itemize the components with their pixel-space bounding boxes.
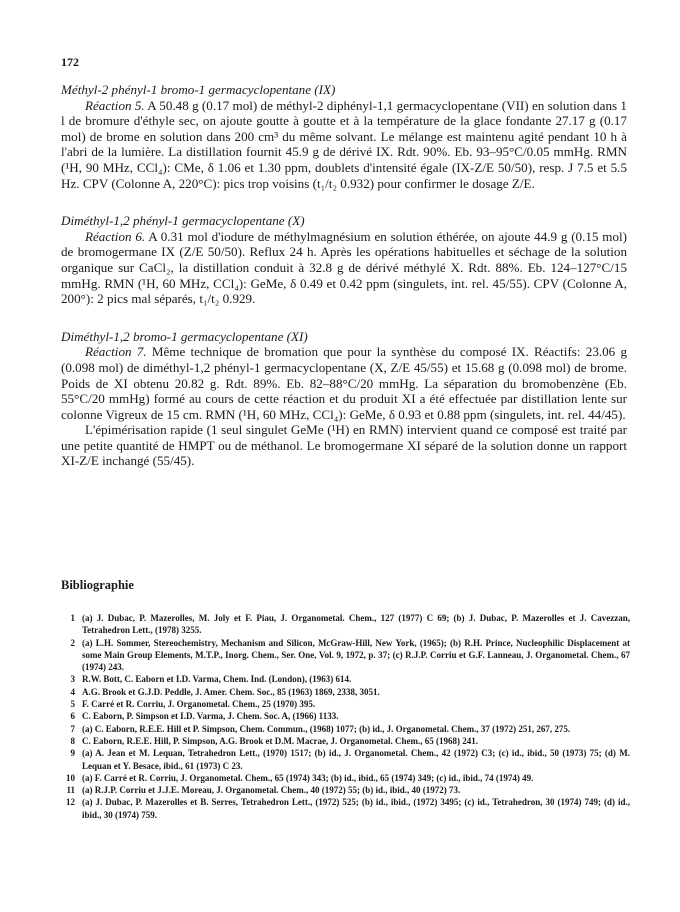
reference-item [58, 673, 630, 685]
reaction-label: Réaction 5. [85, 97, 145, 113]
paragraph [61, 344, 627, 422]
section-body [61, 98, 627, 192]
reference-number: 7 [70, 723, 75, 734]
reference-item [58, 784, 630, 796]
reference-item [58, 796, 630, 821]
reference-item [58, 637, 630, 674]
reference-number: 5 [70, 699, 75, 710]
reference-number: 9 [70, 748, 75, 759]
main-text [61, 82, 627, 491]
reference-item [58, 735, 630, 747]
reference-number: 3 [70, 674, 75, 685]
paragraph [61, 98, 627, 192]
reference-item [58, 747, 630, 772]
reference-number: 11 [66, 785, 75, 796]
reference-text: (a) J. Dubac, P. Mazerolles et B. Serres, Tetrahedron Lett., (1972) 525; (b) id., ibid., (1972) 3495; (c) id., Tetrahedron, 30 (1974) 749; (d) id., ibid., 30 (1974) 759. [82, 797, 630, 820]
section-title: Diméthyl-1,2 bromo-1 germacyclopentane (XI) [61, 328, 308, 344]
reaction-label: Réaction 6. [85, 228, 146, 244]
reference-item [58, 612, 630, 637]
reference-number: 10 [66, 772, 75, 783]
reference-text: A.G. Brook et G.J.D. Peddle, J. Amer. Chem. Soc., 85 (1963) 1869, 2338, 3051. [82, 686, 380, 697]
paragraph-text: L'épimérisation rapide (1 seul singulet GeMe (¹H) en RMN) intervient quand ce composé est traité par une petite quantité de HMPT ou de méthanol. Le bromogermane XI séparé de la solution donne un rapport XI-Z/E inchangé (55/45). [61, 422, 627, 469]
reference-number: 8 [70, 735, 75, 746]
section-title: Diméthyl-1,2 phényl-1 germacyclopentane (X) [61, 213, 305, 229]
section-compound-x [61, 213, 627, 307]
reference-text: (a) A. Jean et M. Lequan, Tetrahedron Lett., (1970) 1517; (b) id., J. Organometal. Chem., 42 (1972) C3; (c) id., ibid., 50 (1973) 75; (d) M. Lequan et Y. Besace, ibid., 61 (1973) C 23. [82, 748, 630, 771]
reference-number: 2 [70, 637, 75, 648]
paragraph [61, 422, 627, 469]
reference-item [58, 710, 630, 722]
paragraph-text: A 50.48 g (0.17 mol) de méthyl-2 diphényl-1,1 germacyclopentane (VII) en solution dans 1 l de bromure d'éthyle sec, on ajoute goutte à goutte et à la température de la glace fondante 27.17 g (0.17 mol) de brome en solution dans 200 cm³ du même solvant. Le mélange est maintenu agité pendant 10 h à l'abri de la lumière. La distillation fournit 45.9 g de dérivé IX. Rdt. 90%. Eb. 93–95°C/0.05 mmHg. RMN (¹H, 90 MHz, CCl₄): CMe, δ 1.06 et 1.30 ppm, doublets d'intensité égale (IX-Z/E 50/50), resp. J 7.5 et 5.5 Hz. CPV (Colonne A, 220°C): pics trop voisins (t₁/t₂ 0.932) pour confirmer le dosage Z/E. [61, 97, 627, 191]
section-title: Méthyl-2 phényl-1 bromo-1 germacyclopentane (IX) [61, 82, 336, 97]
reference-item [58, 686, 630, 698]
paragraph [61, 229, 627, 307]
reference-number: 12 [66, 797, 75, 808]
reference-number: 6 [70, 711, 75, 722]
section-body [61, 344, 627, 469]
reference-text: (a) F. Carré et R. Corriu, J. Organometal. Chem., 65 (1974) 343; (b) id., ibid., 65 (1974) 349; (c) id., ibid., 74 (1974) 49. [82, 772, 534, 783]
page-number: 172 [61, 55, 79, 69]
section-body [61, 229, 627, 307]
paragraph-text: Même technique de bromation que pour la synthèse du composé IX. Réactifs: 23.06 g (0.098 mol) de diméthyl-1,2 phényl-1 germacyclopentane (X, Z/E 45/55) et 15.68 g (0.098 mol) de brome. Poids de XI obtenu 20.82 g. Rdt. 89%. Eb. 82–88°C/20 mmHg. La séparation du bromobenzène (Eb. 55°C/20 mmHg) formé au cours de cette réaction et du produit XI a été effectuée par distillation lente sur colonne Vigreux de 15 cm. RMN (¹H, 60 MHz, CCl₄): GeMe, δ 0.93 et 0.88 ppm (singulets, int. rel. 44/45). [61, 344, 627, 422]
reference-number: 4 [70, 686, 75, 697]
bibliography-title: Bibliographie [61, 578, 134, 592]
reference-text: (a) L.H. Sommer, Stereochemistry, Mechanism and Silicon, McGraw-Hill, New York, (1965); (b) R.H. Prince, Nucleophilic Displacement at some Main Group Elements, M.T.P., Inorg. Chem., Ser. One, Vol. 9, 1972, p. 37; (c) R.J.P. Corriu et G.F. Lanneau, J. Organometal. Chem., 67 (1974) 243. [82, 637, 630, 673]
reference-text: (a) R.J.P. Corriu et J.J.E. Moreau, J. Organometal. Chem., 40 (1972) 55; (b) id., ibid., 40 (1972) 73. [82, 785, 461, 796]
reference-text: (a) C. Eaborn, R.E.E. Hill et P. Simpson, Chem. Commun., (1968) 1077; (b) id., J. Organometal. Chem., 37 (1972) 251, 267, 275. [82, 723, 571, 734]
reference-text: C. Eaborn, P. Simpson et I.D. Varma, J. Chem. Soc. A, (1966) 1133. [82, 711, 339, 722]
reference-list [58, 612, 630, 821]
section-compound-xi [61, 329, 627, 469]
paragraph-text: A 0.31 mol d'iodure de méthylmagnésium en solution éthérée, on ajoute 44.9 g (0.15 mol) de bromogermane IX (Z/E 50/50). Reflux 24 h. Après les opérations habituelles et séchage de la solution organique sur CaCl₂, la distillation conduit à 32.8 g de dérivé méthylé X. Rdt. 88%. Eb. 124–127°C/15 mmHg. RMN (¹H, 60 MHz, CCl₄): GeMe, δ 0.49 et 0.42 ppm (singulets, int. rel. 45/55). CPV (Colonne A, 200°): 2 pics mal séparés, t₁/t₂ 0.929. [61, 228, 627, 307]
reaction-label: Réaction 7. [85, 344, 147, 360]
reference-text: R.W. Bott, C. Eaborn et I.D. Varma, Chem. Ind. (London), (1963) 614. [82, 674, 352, 685]
reference-item [58, 698, 630, 710]
reference-item [58, 723, 630, 735]
reference-number: 1 [70, 613, 75, 623]
reference-text: (a) J. Dubac, P. Mazerolles, M. Joly et F. Piau, J. Organometal. Chem., 127 (1977) C 69; (b) J. Dubac, P. Mazerolles et J. Cavezzan, Tetrahedron Lett., (1978) 3255. [82, 613, 630, 636]
reference-item [58, 772, 630, 784]
reference-text: C. Eaborn, R.E.E. Hill, P. Simpson, A.G. Brook et D.M. Macrae, J. Organometal. Chem., 65 (1968) 241. [82, 735, 478, 746]
reference-text: F. Carré et R. Corriu, J. Organometal. Chem., 25 (1970) 395. [82, 699, 316, 710]
section-compound-ix [61, 82, 627, 191]
